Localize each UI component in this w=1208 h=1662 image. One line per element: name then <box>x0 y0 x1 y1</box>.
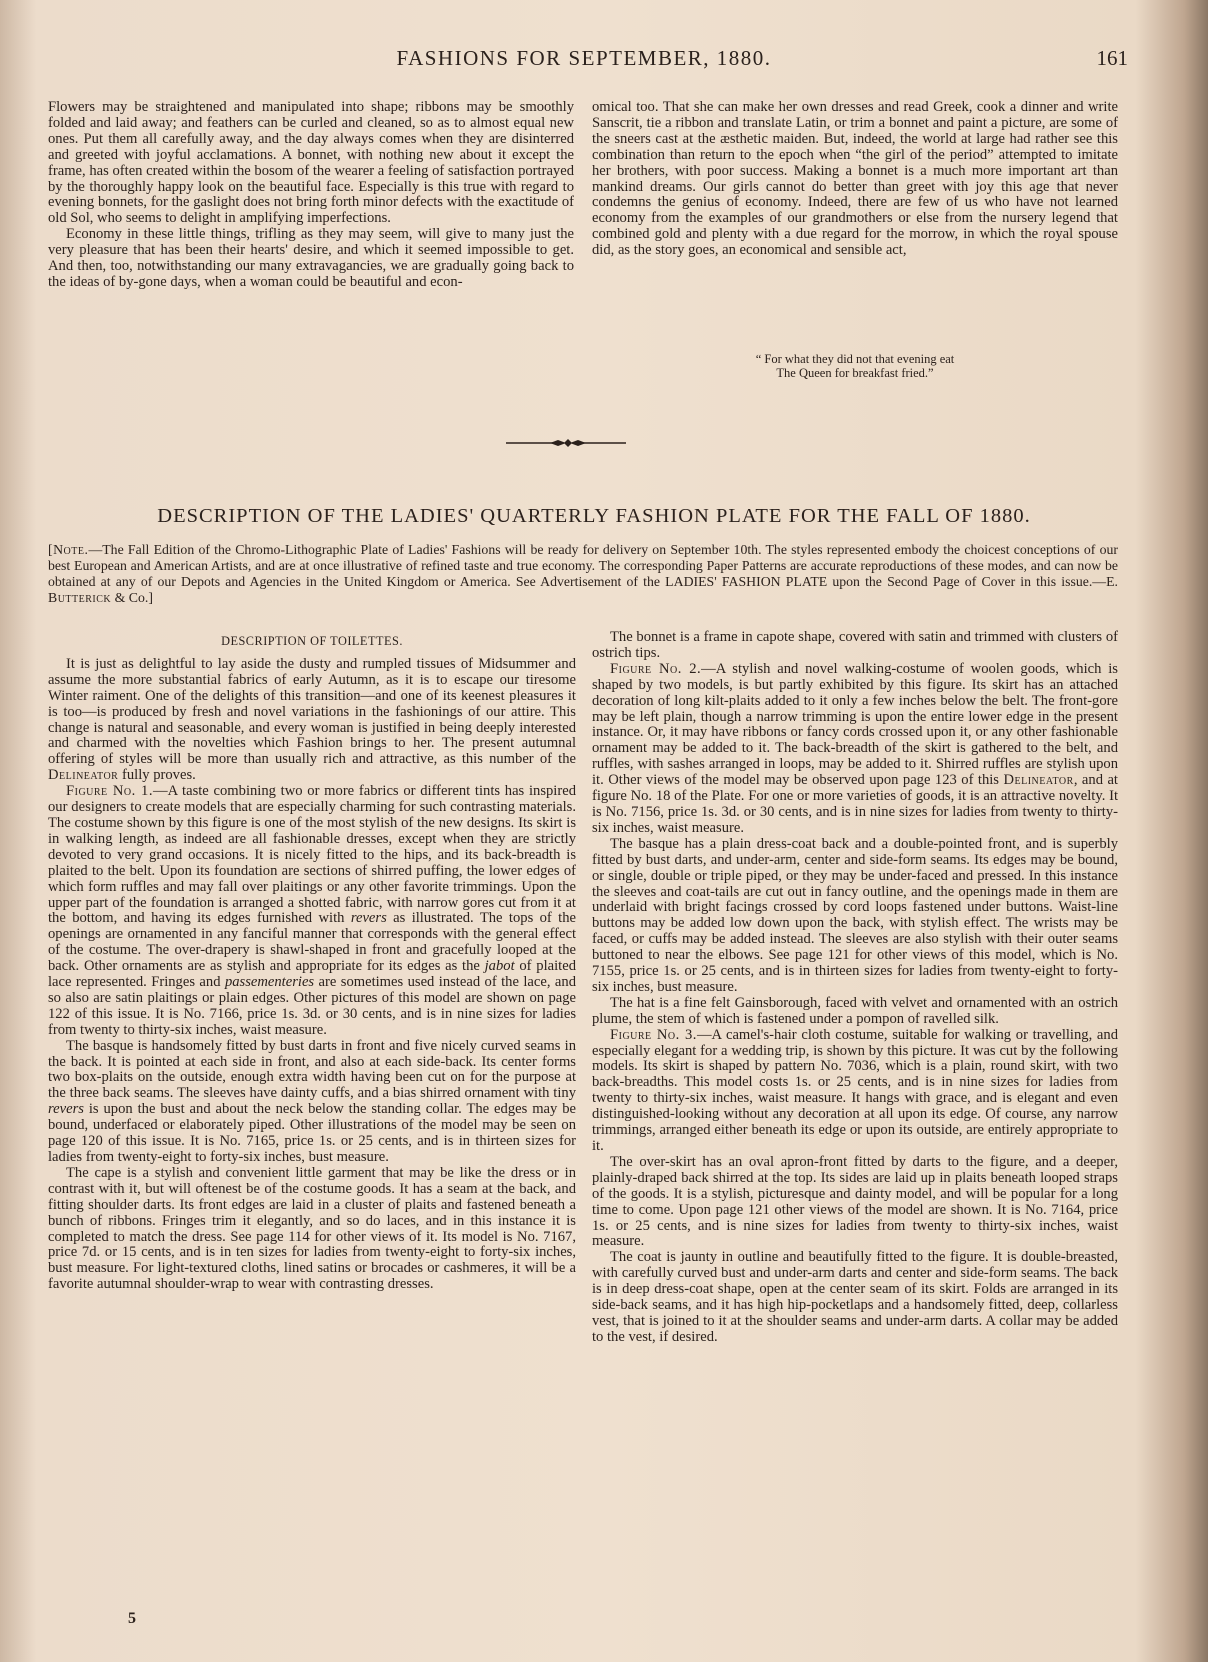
text: It is just as delightful to lay aside the dusty and rumpled tissues of Midsummer and assume the more substantial fabrics of early Autumn, as it is to escape our tiresome Winter raiment. One of the delights of this transition—and one of its keenest pleasures it is too—is produced by fresh and novel variations in the fashionings of our attire. This change is natural and seasonable, and every woman is justified in being deeply interested and charmed with the novelties which Fashion brings to her. The present autumnal offering of styles will be more than usually rich and attractive, as this number of the <box>48 655 576 768</box>
top-left-column <box>48 100 574 291</box>
paragraph: omical too. That she can make her own dresses and read Greek, cook a dinner and write Sanscrit, tie a ribbon and translate Latin, or trim a bonnet and paint a picture, are some of the sneers cast at the æsthetic maiden. But, indeed, the world at large had rather see this combination than return to the epoch when “the girl of the period” attempted to imitate her brothers, with poor success. Making a bonnet is a much more important art than mankind dreams. Our girls cannot do better than greet with joy this age that never condemns the genius of economy. Indeed, there are few of us who have not learned economy from the examples of our grandmothers or else from the nursery legend that combined gold and plenty with a due regard for the morrow, in which the royal spouse did, as the story goes, an economical and sensible act, <box>592 99 1118 259</box>
italic-term: jabot <box>484 958 515 975</box>
bottom-right-column <box>592 630 1118 1346</box>
text: The basque is handsomely fitted by bust darts in front and five nicely curved seams in the back. It is pointed at each side in front, and also at each side-back. Its center forms two box-plaits on the outside, enough extra width having been cut on for the purpose at the three back seams. The sleeves have dainty cuffs, and a bias shirred ornament with tiny <box>48 1037 576 1102</box>
page-header <box>40 46 1128 76</box>
italic-term: revers <box>350 910 387 927</box>
paragraph <box>48 1039 576 1166</box>
paragraph: Flowers may be straightened and manipulated into shape; ribbons may be smoothly folded and laid away; and feathers can be curled and cleaned, so as to almost equal new ones. Put them all carefully away, and the day always comes when they are disinterred and greeted with joyful acclamations. A bonnet, with nothing new about it except the frame, has often created within the bosom of the wearer a feeling of satisfaction portrayed by the thoroughly happy look on the beautiful face. Especially is this true with regard to evening bonnets, for the gaslight does not bring forth minor defects with the exactitude of old Sol, who seems to delight in amplifying imperfections. <box>48 99 574 227</box>
section-title: DESCRIPTION OF THE LADIES' QUARTERLY FASHION PLATE FOR THE FALL OF 1880. <box>157 505 1031 527</box>
italic-term: passementeries <box>224 974 315 991</box>
text: of plaited lace represented. Fringes and <box>48 958 576 991</box>
editorial-note <box>48 542 1118 606</box>
text: —A taste combining two or more fabrics or different tints has inspired our designers to create models that are especially charming for such contrasting materials. The costume shown by this figure is one of the most stylish of the new designs. Its skirt is in walking length, as indeed are all fashionable dresses, except when they are strictly devoted to very grand occasions. It is nicely fitted to the hips, and its back-breadth is plaited to the belt. Upon its foundation are sections of shirred puffing, the lower edges of which form ruffles and may fall over plaitings or any other favorite trimmings. Upon the upper part of the foundation is arranged a shotted fabric, with narrow gores cut from it at the bottom, and having its edges furnished with <box>48 783 576 927</box>
divider-ornament <box>506 433 626 453</box>
paragraph: The basque has a plain dress-coat back and a double-pointed front, and is superbly fitted by bust darts, and under-arm, center and side-form seams. Its edges may be bound, or single, double or triple piped, or they may be under-faced and pressed. In this instance the sleeves and coat-tails are cut out in fancy outline, and the openings made in them are underlaid with bright facings crossed by cord loops fastened under buttons. Waist-line buttons may be added low down upon the back, with stylish effect. The wrists may be faced, or cuffs may be added instead. The sleeves are also stylish with their outer seams buttoned to near the elbows. See page 121 for other views of this model, which is No. 7155, price 1s. or 25 cents, and is in thirteen sizes for ladies from twenty-eight to forty-six inches, bust measure. <box>592 835 1118 995</box>
verse-quote <box>600 352 1110 380</box>
magazine-name: Delineator <box>48 767 119 784</box>
paragraph <box>592 1028 1118 1155</box>
signature-mark: 5 <box>128 1610 136 1627</box>
top-right-column <box>592 100 1118 259</box>
italic-term: revers <box>48 1101 84 1118</box>
text: is upon the bust and about the neck below the standing collar. The edges may be bound, underfaced or elaborately piped. Other illustrations of the model may be seen on page 120 of this issue. It is No. 7165, price 1s. or 25 cents, and is in thirteen sizes for ladies from twenty-eight to forty-six inches, bust measure. <box>48 1101 576 1165</box>
paragraph <box>592 662 1118 837</box>
paragraph <box>48 657 576 784</box>
paragraph: The cape is a stylish and convenient little garment that may be like the dress or in contrast with it, but will oftenest be of the costume goods. It has a seam at the back, and fitting shoulder darts. Its front edges are laid in a cluster of plaits and fastened beneath a bunch of ribbons. Fringes trim it elegantly, and so do laces, and in this instance it is completed to match the dress. See page 114 for other views of it. Its model is No. 7167, price 7d. or 15 cents, and is in ten sizes for ladies from twenty-eight to forty-six inches, bust measure. For light-textured cloths, lined satins or brocades or cashmeres, it will be a favorite autumnal shoulder-wrap to wear with contrasting dresses. <box>48 1164 576 1293</box>
text: —A camel's-hair cloth costume, suitable for walking or travelling, and especially elegant for a wedding trip, is shown by this picture. It was cut by the following models. Its skirt is shaped by pattern No. 7036, which is a plain, round skirt, with two back-breadths. This model costs 1s. or 25 cents, and is in nine sizes for ladies from twenty to thirty-six inches, waist measure. It hangs with grace, and is elegant and even distinguished-looking without any decoration at all upon its edge. Of course, any narrow trimmings, arranged either beneath its edge or upon its outside, are entirely appropriate to it. <box>592 1026 1118 1154</box>
paragraph: The hat is a fine felt Gainsborough, faced with velvet and ornamented with an ostrich plume, the stem of which is fastened under a pompon of ravelled silk. <box>592 994 1118 1027</box>
page-number: 161 <box>1096 46 1128 70</box>
text: —A stylish and novel walking-costume of woolen goods, which is shaped by two models, is but partly exhibited by this figure. Its skirt has an attached decoration of long kilt-plaits added to it only a few inches below the belt. The front-gore may be left plain, though a narrow trimming is upon the entire lower edge in the present instance. Or, it may have ribbons or fancy cords crossed upon it, or any other fashionable ornament may be added to it. The back-breadth of the skirt is gathered to the belt, and ruffles, with sashes arranged in loops, may be added to it. Shirred ruffles are stylish upon it. Other views of the model may be observed upon page 123 of this <box>592 660 1118 789</box>
running-head: FASHIONS FOR SEPTEMBER, 1880. <box>396 46 772 70</box>
paragraph: The over-skirt has an oval apron-front fitted by darts to the figure, and a deeper, plainly-draped back shirred at the top. Its sides are laid up in plaits beneath looped straps of the goods. It is a stylish, picturesque and dainty model, and will be popular for a long time to come. Upon page 121 other views of the model are shown. It is No. 7164, price 1s. or 25 cents, and is nine sizes for ladies from twenty to thirty-six inches, waist measure. <box>592 1153 1118 1250</box>
quote-line: The Queen for breakfast fried.” <box>776 366 934 380</box>
note-text: —The Fall Edition of the Chromo-Lithographic Plate of Ladies' Fashions will be ready for delivery on September 10th. The styles represented embody the choicest conceptions of our best European and American Artists, and are at once illustrative of refined taste and true economy. The corresponding Paper Patterns are accurate reproductions of these modes, and can now be obtained at any of our Depots and Agencies in the United Kingdom or America. See Advertisement of the LADIES' FASHION PLATE upon the Second Page of Cover in this issue.—E. <box>48 542 1118 589</box>
magazine-name: Delineator <box>1003 772 1074 789</box>
text: as illustrated. The tops of the openings are ornamented in any fanciful manner that corresponds with the general effect of the costume. The over-drapery is shawl-shaped in front and gracefully looped at the back. Other ornaments are as stylish and appropriate for its edges as the <box>48 910 577 975</box>
note-lead: [Note. <box>48 542 89 557</box>
paragraph: The coat is jaunty in outline and beautifully fitted to the figure. It is double-breasted, with carefully curved bust and under-arm darts and center and side-form seams. The back is in deep dress-coat shape, open at the center seam of its skirt. Folds are arranged in its side-back seams, and it has high hip-pocketlaps and a handsomely fitted, deep, collarless vest, that is joined to it at the shoulder seams and under-arm darts. A collar may be added to the vest, if desired. <box>592 1249 1118 1345</box>
paragraph: Economy in these little things, trifling as they may seem, will give to many just the very pleasure that has been their hearts' desire, and which it seemed impossible to get. And then, too, notwithstanding our many extravagancies, we are gradually going back to the ideas of by-gone days, when a woman could be beautiful and econ- <box>48 226 574 290</box>
note-tail: & Co.] <box>111 589 153 605</box>
figure-label: Figure No. 1. <box>66 783 153 800</box>
paragraph <box>48 784 576 1039</box>
figure-label: Figure No. 3. <box>610 1026 697 1043</box>
figure-label: Figure No. 2. <box>610 660 702 677</box>
text: are sometimes used instead of the lace, and so also are satin plaitings or plain edges. Other pictures of this model are shown on page 122 of this issue. It is No. 7166, price 1s. 3d. or 30 cents, and is in nine sizes for ladies from twenty to thirty-six inches, waist measure. <box>48 974 576 1038</box>
text: fully proves. <box>118 767 196 784</box>
text: , and at figure No. 18 of the Plate. For one or more varieties of goods, it is an attractive novelty. It is No. 7156, price 1s. 3d. or 30 cents, and is in nine sizes for ladies from twenty to thirty-six inches, waist measure. <box>592 772 1118 836</box>
quote-line: “ For what they did not that evening eat <box>755 352 955 366</box>
publisher-name: Butterick <box>48 589 112 605</box>
paragraph: The bonnet is a frame in capote shape, covered with satin and trimmed with clusters of ostrich tips. <box>592 629 1118 661</box>
subheading: DESCRIPTION OF TOILETTES. <box>221 634 403 648</box>
bottom-left-column <box>48 630 576 1293</box>
